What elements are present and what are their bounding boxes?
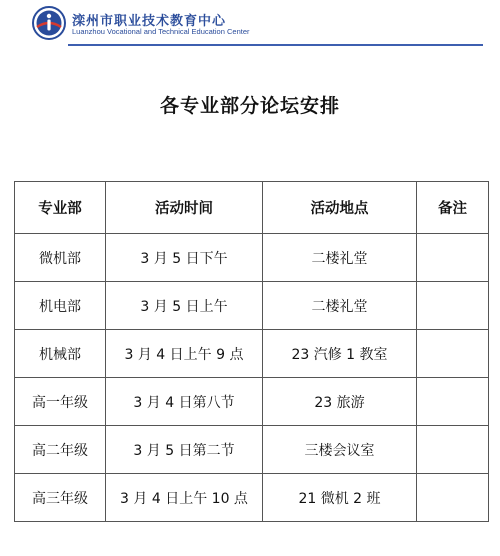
time-cell: 3 月 4 日上午 9 点 xyxy=(106,330,263,378)
org-name-cn: 滦州市职业技术教育中心 xyxy=(72,14,227,29)
note-cell xyxy=(417,426,489,474)
column-header-note: 备注 xyxy=(417,182,489,234)
page-title: 各专业部分论坛安排 xyxy=(159,95,340,117)
note-cell xyxy=(417,474,489,522)
table-row xyxy=(15,426,489,474)
place-cell: 21 微机 2 班 xyxy=(263,474,417,522)
place-cell: 23 旅游 xyxy=(263,378,417,426)
place-cell: 二楼礼堂 xyxy=(263,282,417,330)
dept-cell: 微机部 xyxy=(15,234,106,282)
table-row xyxy=(15,474,489,522)
dept-cell: 高三年级 xyxy=(15,474,106,522)
page-header xyxy=(0,0,500,52)
note-cell xyxy=(417,234,489,282)
table-row xyxy=(15,378,489,426)
note-cell xyxy=(417,378,489,426)
dept-cell: 机电部 xyxy=(15,282,106,330)
table-row xyxy=(15,330,489,378)
note-cell xyxy=(417,330,489,378)
place-cell: 23 汽修 1 教室 xyxy=(263,330,417,378)
school-emblem-icon xyxy=(32,6,66,40)
table-header-row xyxy=(15,182,489,234)
time-cell: 3 月 4 日上午 10 点 xyxy=(106,474,263,522)
table-row xyxy=(15,282,489,330)
table-row xyxy=(15,234,489,282)
dept-cell: 高二年级 xyxy=(15,426,106,474)
schedule-table xyxy=(14,181,489,522)
time-cell: 3 月 4 日第八节 xyxy=(106,378,263,426)
place-cell: 三楼会议室 xyxy=(263,426,417,474)
place-cell: 二楼礼堂 xyxy=(263,234,417,282)
column-header-dept: 专业部 xyxy=(15,182,106,234)
header-divider xyxy=(68,44,483,46)
time-cell: 3 月 5 日上午 xyxy=(106,282,263,330)
org-name-en: Luanzhou Vocational and Technical Education Center xyxy=(72,27,250,36)
time-cell: 3 月 5 日第二节 xyxy=(106,426,263,474)
dept-cell: 机械部 xyxy=(15,330,106,378)
note-cell xyxy=(417,282,489,330)
dept-cell: 高一年级 xyxy=(15,378,106,426)
time-cell: 3 月 5 日下午 xyxy=(106,234,263,282)
column-header-time: 活动时间 xyxy=(106,182,263,234)
column-header-place: 活动地点 xyxy=(263,182,417,234)
